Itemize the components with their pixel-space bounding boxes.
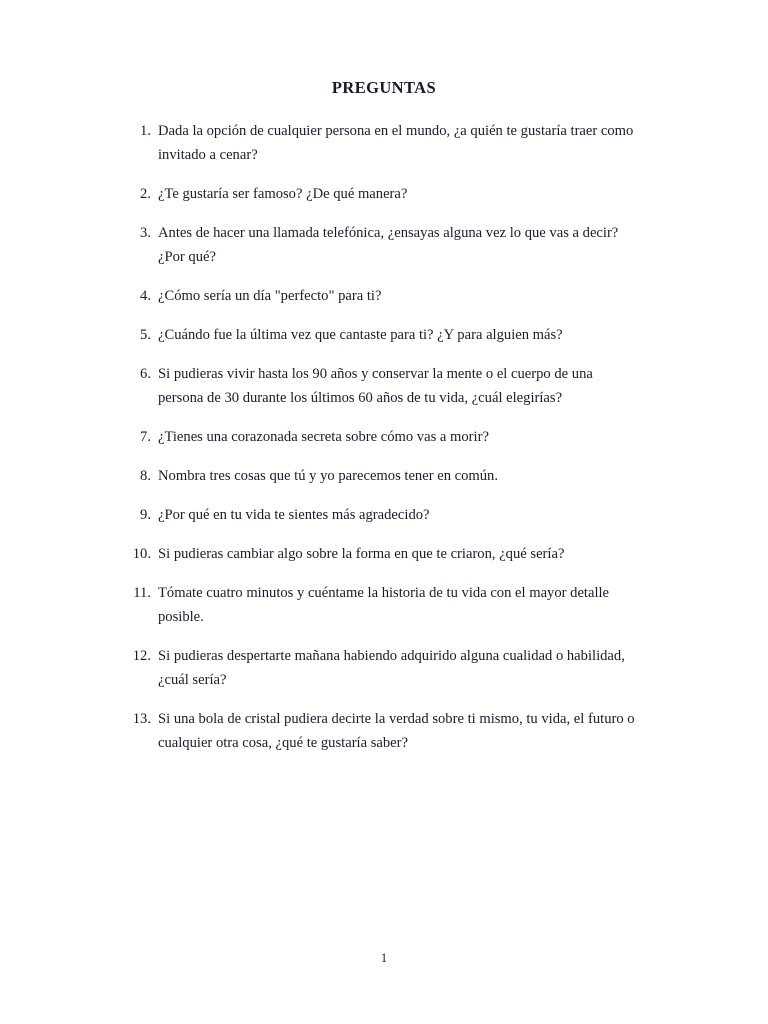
list-item-number: 9. — [140, 507, 151, 524]
page-title: PREGUNTAS — [331, 78, 437, 97]
list-item-number: 12. — [132, 648, 151, 665]
list-item — [128, 708, 640, 755]
list-item — [128, 465, 640, 489]
list-item — [128, 504, 640, 528]
list-item-text: ¿Tienes una corazonada secreta sobre cómo vas a morir? — [158, 428, 489, 445]
list-item-text: Si una bola de cristal pudiera decirte la verdad sobre ti mismo, tu vida, el futuro o cualquier otra cosa, ¿qué te gustaría saber? — [158, 710, 635, 751]
list-item — [128, 324, 640, 348]
list-item — [128, 645, 640, 692]
list-item-number: 13. — [132, 710, 151, 727]
list-item-number: 4. — [140, 287, 151, 304]
list-item-text: Si pudieras despertarte mañana habiendo adquirido alguna cualidad o habilidad, ¿cuál sería? — [158, 648, 625, 688]
list-item-number: 7. — [140, 428, 151, 445]
list-item-number: 10. — [132, 546, 151, 563]
list-item-number: 6. — [140, 365, 151, 382]
list-item-text: Si pudieras vivir hasta los 90 años y conservar la mente o el cuerpo de una persona de 30 durante los últimos 60 años de tu vida, ¿cuál elegirías? — [158, 365, 593, 406]
list-item-text: Nombra tres cosas que tú y yo parecemos tener en común. — [158, 467, 499, 484]
list-item-text: Antes de hacer una llamada telefónica, ¿ensayas alguna vez lo que vas a decir? ¿Por qué? — [158, 224, 619, 265]
questions-list — [128, 120, 640, 755]
list-item — [128, 582, 640, 629]
list-item-number: 2. — [140, 185, 151, 202]
list-item — [128, 426, 640, 450]
list-item-text: Dada la opción de cualquier persona en el mundo, ¿a quién te gustaría traer como invitado a cenar? — [158, 123, 634, 163]
list-item — [128, 285, 640, 309]
list-item-text: ¿Cómo sería un día "perfecto" para ti? — [158, 287, 382, 304]
list-item — [128, 363, 640, 410]
list-item-number: 1. — [140, 123, 151, 139]
list-item — [128, 222, 640, 269]
list-item-text: Tómate cuatro minutos y cuéntame la historia de tu vida con el mayor detalle posible. — [158, 585, 610, 625]
list-item-text: Si pudieras cambiar algo sobre la forma en que te criaron, ¿qué sería? — [158, 546, 565, 563]
list-item-text: ¿Te gustaría ser famoso? ¿De qué manera? — [158, 185, 408, 202]
list-item-number: 3. — [140, 224, 151, 241]
list-item-number: 5. — [140, 326, 151, 343]
list-item-number: 8. — [140, 467, 151, 484]
page-number: 1 — [380, 951, 388, 965]
list-item-text: ¿Cuándo fue la última vez que cantaste para ti? ¿Y para alguien más? — [158, 326, 563, 343]
list-item — [128, 183, 640, 207]
list-item-text: ¿Por qué en tu vida te sientes más agradecido? — [158, 507, 430, 524]
list-item-number: 11. — [133, 585, 151, 602]
list-item — [128, 120, 640, 167]
list-item — [128, 543, 640, 567]
